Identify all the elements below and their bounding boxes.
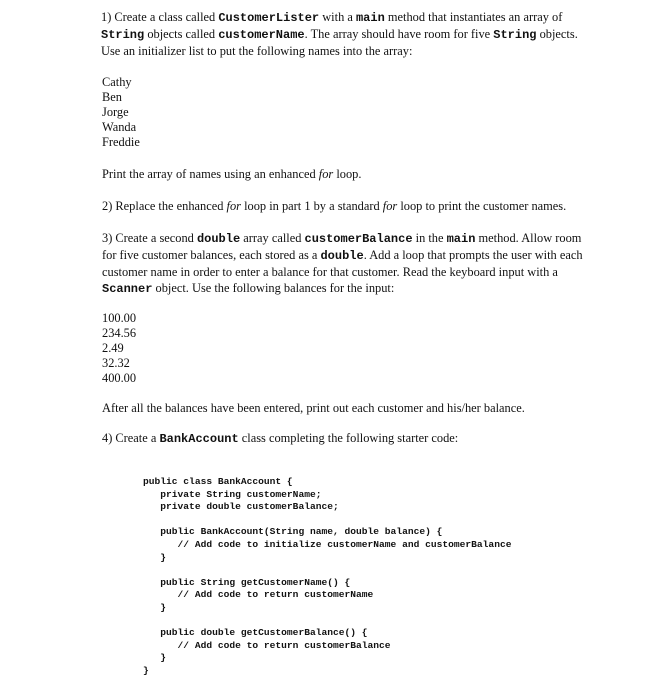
inline-code: String <box>101 28 145 42</box>
name-item: Wanda <box>102 120 137 134</box>
code-line: // Add code to return customerBalance <box>143 639 391 651</box>
part1-instructions <box>101 9 591 59</box>
inline-code: main <box>355 11 385 25</box>
balance-item: 2.49 <box>102 341 124 355</box>
inline-code: main <box>446 232 476 246</box>
balances-list <box>102 311 592 386</box>
name-item: Jorge <box>102 105 129 119</box>
text-segment: . The array should have room for five <box>304 27 494 41</box>
text-segment: array called <box>240 231 305 245</box>
code-line: public class BankAccount { <box>143 476 293 487</box>
code-line: } <box>143 551 167 563</box>
name-item: Ben <box>102 90 122 104</box>
balance-item: 400.00 <box>102 371 137 385</box>
part3-after-instruction: After all the balances have been entered, print out each customer and his/her balance. <box>102 401 525 415</box>
code-line: } <box>143 664 149 676</box>
code-line: public String getCustomerName() { <box>143 576 351 588</box>
names-list <box>102 75 592 150</box>
inline-code: double <box>320 249 364 263</box>
part1-print-instruction <box>102 166 592 182</box>
balance-item: 234.56 <box>102 326 137 340</box>
text-segment: loop in part 1 by a standard <box>241 199 383 213</box>
text-segment: 2) Replace the enhanced <box>102 199 227 213</box>
inline-code: customerName <box>218 28 305 42</box>
text-segment: 4) Create a <box>102 431 160 445</box>
emphasis: for <box>226 199 241 213</box>
emphasis: for <box>318 167 334 181</box>
inline-code: double <box>196 232 241 246</box>
assignment-document <box>102 9 592 447</box>
inline-code: CustomerLister <box>218 11 320 25</box>
text-segment: object. Use the following balances for the input: <box>152 281 395 295</box>
text-segment: with a <box>319 10 356 24</box>
text-segment: loop to print the customer names. <box>397 199 567 213</box>
code-line: private String customerName; <box>143 488 322 500</box>
name-item: Freddie <box>102 135 140 149</box>
text-segment: in the <box>412 231 447 245</box>
starter-code-block <box>143 476 511 678</box>
text-segment: loop. <box>333 167 362 181</box>
code-line <box>143 514 511 527</box>
text-segment: method. Allow room for five customer balances, each stored as a <box>102 231 582 262</box>
inline-code: customerBalance <box>304 232 413 246</box>
code-line: } <box>143 601 167 613</box>
text-segment: 1) Create a class called <box>101 10 219 24</box>
inline-code: String <box>493 28 537 42</box>
inline-code: Scanner <box>102 282 153 296</box>
code-line: public double getCustomerBalance() { <box>143 627 368 639</box>
text-segment: Print the array of names using an enhanced <box>102 167 319 181</box>
text-segment: class completing the following starter code: <box>238 431 459 445</box>
part4-instructions <box>102 430 592 447</box>
text-segment: objects. Use an initializer list to put the following names into the array: <box>101 27 578 58</box>
text-segment: 3) Create a second <box>102 231 197 245</box>
balance-item: 32.32 <box>102 356 130 370</box>
balance-item: 100.00 <box>102 311 137 325</box>
text-segment: objects called <box>144 27 219 41</box>
code-line: // Add code to initialize customerName and customerBalance <box>143 538 512 550</box>
text-segment: method that instantiates an array of <box>384 10 563 24</box>
code-line <box>143 564 511 577</box>
text-segment: . Add a loop that prompts the user with each customer name in order to enter a balance for that customer. Read the keyboard input with a <box>102 248 583 279</box>
part2-instructions <box>102 198 592 214</box>
inline-code: BankAccount <box>159 432 239 446</box>
name-item: Cathy <box>102 75 132 89</box>
code-line: public BankAccount(String name, double balance) { <box>143 526 443 538</box>
part3-instructions <box>102 230 592 297</box>
emphasis: for <box>382 199 398 213</box>
code-line: } <box>143 652 167 664</box>
code-line: // Add code to return customerName <box>143 589 374 601</box>
code-line: private double customerBalance; <box>143 501 339 513</box>
code-line <box>143 615 511 628</box>
